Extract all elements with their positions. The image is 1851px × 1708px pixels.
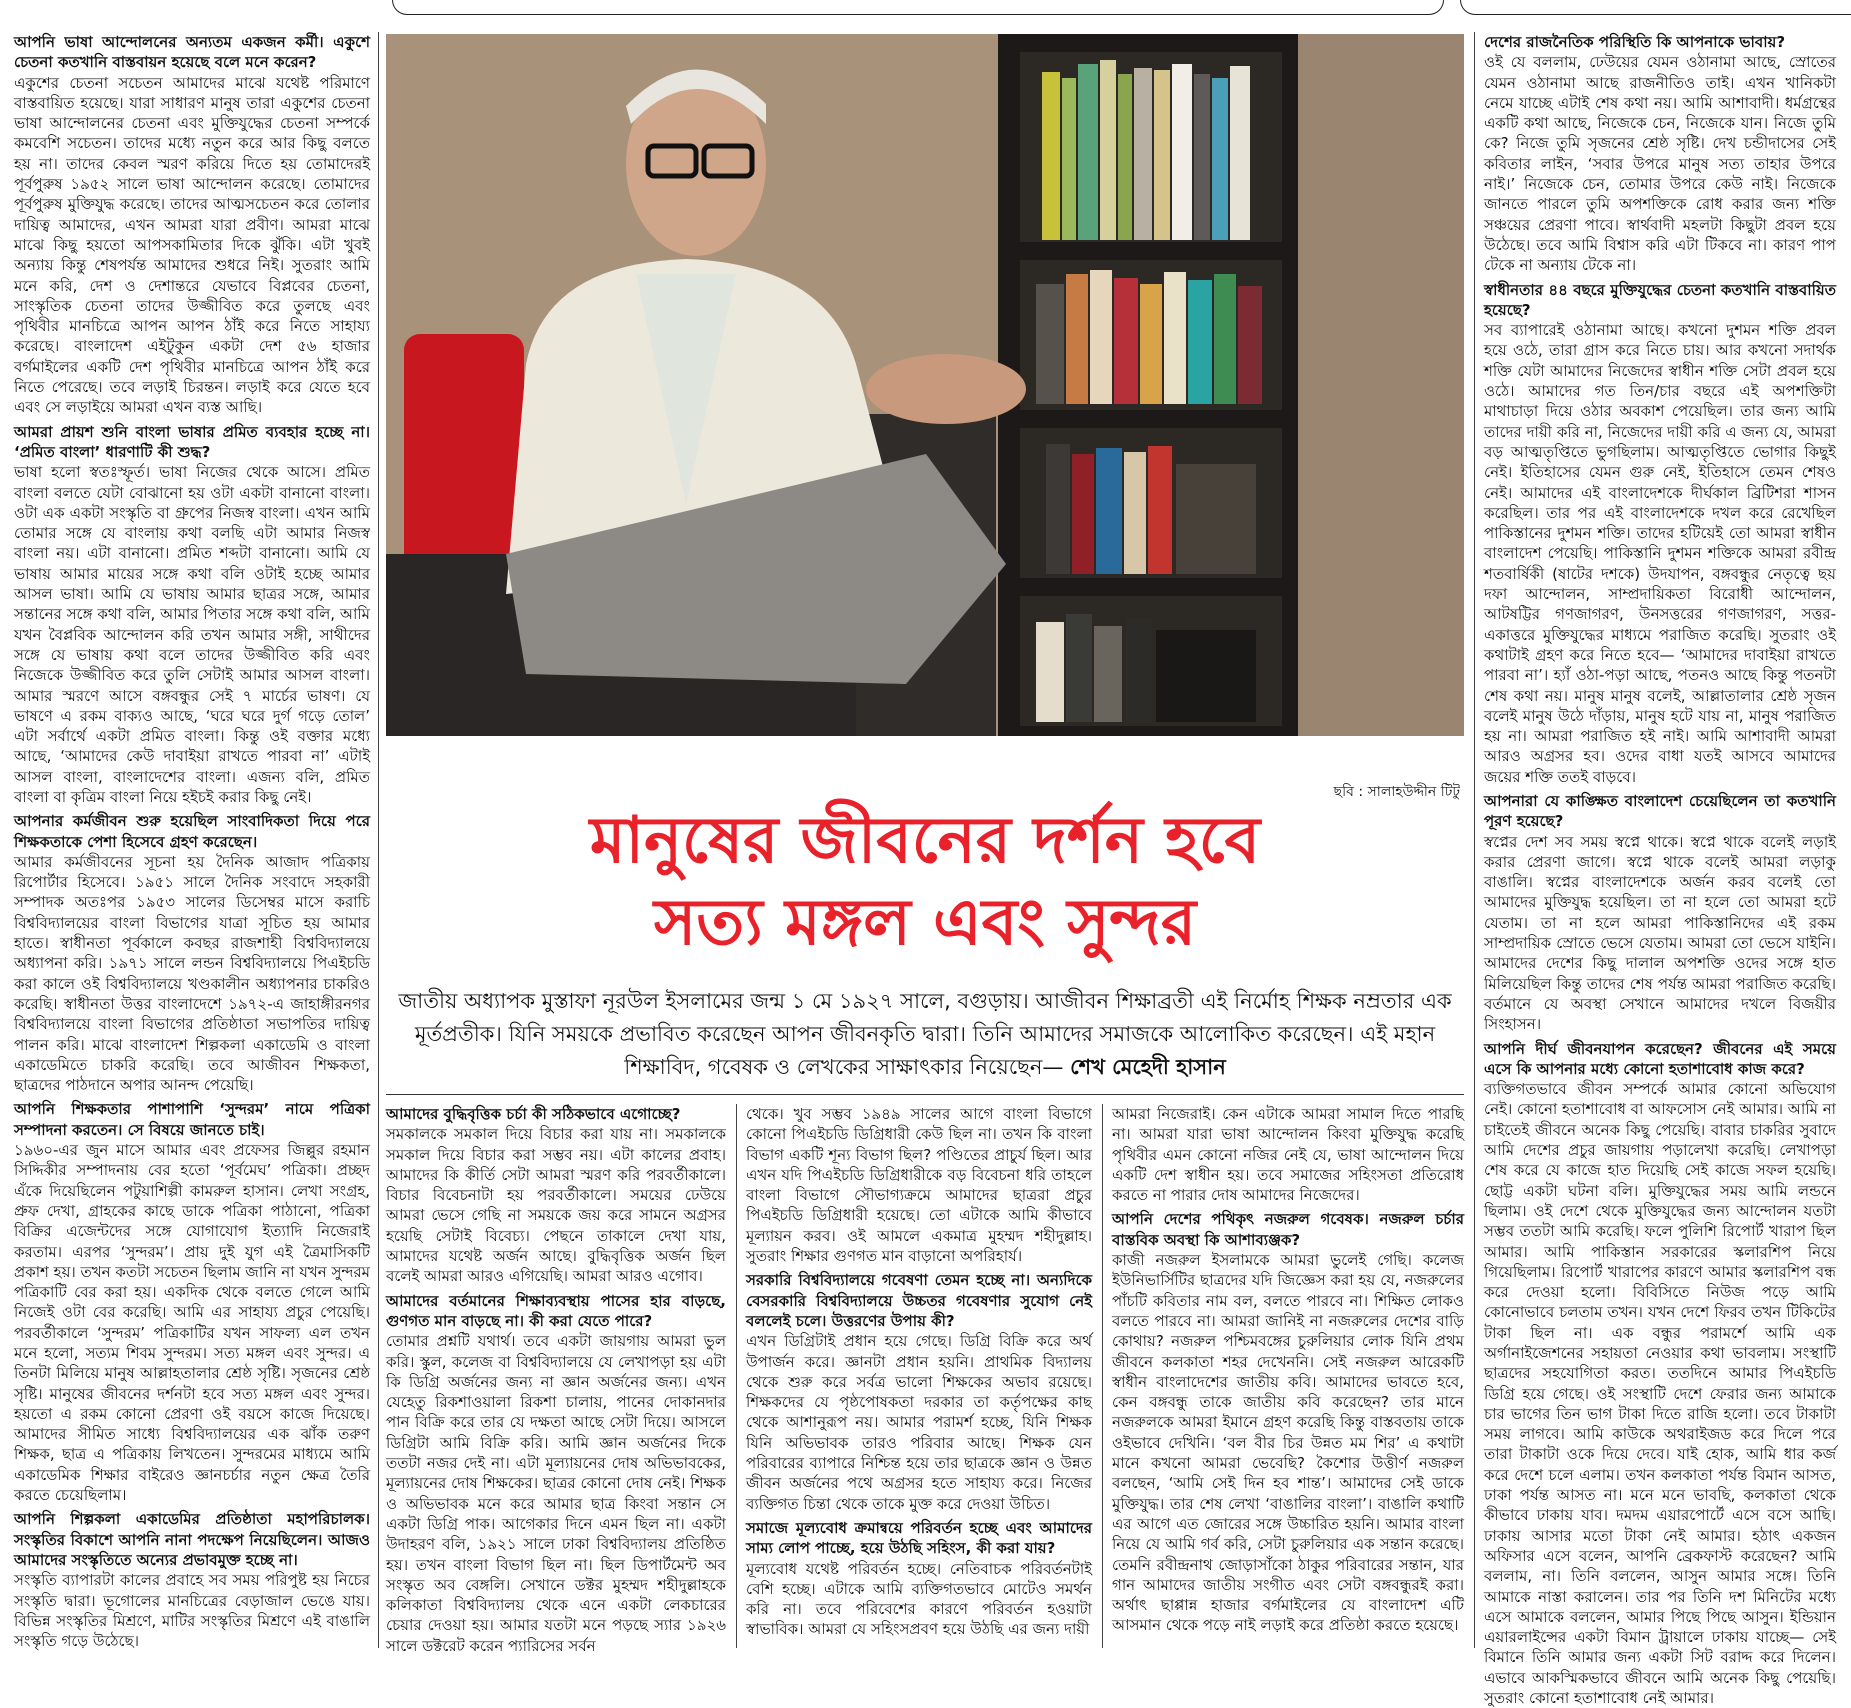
interview-question: আপনার কর্মজীবন শুরু হয়েছিল সাংবাদিকতা দিয়ে পরে শিক্ষকতাকে পেশা হিসেবে গ্রহণ করেছেন। — [14, 812, 370, 851]
column-divider — [736, 1104, 737, 1648]
interview-question: স্বাধীনতার ৪৪ বছরে মুক্তিযুদ্ধের চেতনা কতখানি বাস্তবায়িত হয়েছে? — [1484, 280, 1836, 319]
interview-answer: আমরা নিজেরাই। কেন এটাকে আমরা সামাল দিতে পারছি না। আমরা যারা ভাষা আন্দোলন কিংবা মুক্তিযুদ্ধ করেছি পৃথিবীর এমন কোনো নজির নেই যে, ভাষা আন্দোলন দিয়ে একটি দেশ স্বাধীন হয়। তবে সমাজের সহিংসতা প্রতিরোধ করতে না পারার দোষ আমাদের নিজেদের। — [1112, 1105, 1464, 1205]
interview-question: আমাদের বর্তমানের শিক্ষাব্যবস্থায় পাসের হার বাড়ছে, গুণগত মান বাড়ছে না। কী করা যেতে পারে? — [386, 1291, 726, 1330]
interview-answer: আমার কর্মজীবনের সূচনা হয় দৈনিক আজাদ পত্রিকায় রিপোর্টার হিসেবে। ১৯৫১ সালে দৈনিক সংবাদে সহকারী সম্পাদক অতঃপর ১৯৫৩ সালের ডিসেম্বর মাসে করাচি বিশ্ববিদ্যালয়ের বাংলা বিভাগের যাত্রা সূচিত হয় আমার হাতে। স্বাধীনতা পূর্বকালে কবছর রাজশাহী বিশ্ববিদ্যালয়ে অধ্যাপনা করি। ১৯৭১ সালে লন্ডন বিশ্ববিদ্যালয়ে পিএইচডি করা কালে ওই বিশ্ববিদ্যালয়ে খণ্ডকালীন অধ্যাপনার চাকরিও করেছি। স্বাধীনতা উত্তর বাংলাদেশে ১৯৭২-এ জাহাঙ্গীরনগর বিশ্ববিদ্যালয়ে বাংলা বিভাগের প্রতিষ্ঠাতা সভাপতির দায়িত্ব পালন করি। মাঝে বাংলাদেশ শিল্পকলা একাডেমি ও বাংলা একাডেমিতে চাকরি করেছি। তবে আজীবন শিক্ষকতা, ছাত্রদের পাঠদানে অপার আনন্দ পেয়েছি। — [14, 852, 370, 1095]
interview-question: আপনারা যে কাঙ্ক্ষিত বাংলাদেশ চেয়েছিলেন তা কতখানি পূরণ হয়েছে? — [1484, 791, 1836, 831]
interview-question: আপনি শিক্ষকতার পাশাপাশি ‘সুন্দরম’ নামে পত্রিকা সম্পাদনা করতেন। সে বিষয়ে জানতে চাই। — [14, 1100, 370, 1139]
headline — [386, 800, 1464, 964]
interview-answer: ভাষা হলো স্বতঃস্ফূর্ত। ভাষা নিজের থেকে আসে। প্রমিত বাংলা বলতে যেটা বোঝানো হয় ওটা একটা বানানো বাংলা। ওটা এক একটা সংস্কৃতি বা গ্রুপের নিজস্ব বাংলা। এখন আমি তোমার সঙ্গে যে বাংলায় কথা বলছি এটা আমার নিজস্ব বাংলা নয়। এটা বানানো। প্রমিত শব্দটা বানানো। আমি যে ভাষায় আমার মায়ের সঙ্গে কথা বলি ওটাই হচ্ছে আমার আসল ভাষা। আমি যে ভাষায় আমার ছাত্রর সঙ্গে, আমার সন্তানের সঙ্গে কথা বলি, আমার পিতার সঙ্গে কথা বলি, আমি যখন বৈপ্লবিক আন্দোলন করি তখন আমার সঙ্গী, সাথীদের সঙ্গে যে ভাষায় কথা বলে তাদের উজ্জীবিত করি এবং নিজেকে উজ্জীবিত করে তুলি সেটাই আমার আসল বাংলা। আমার স্মরণে আসে বঙ্গবন্ধুর সেই ৭ মার্চের ভাষণ। যে ভাষণে এ রকম বাক্যও আছে, ‘ঘরে ঘরে দুর্গ গড়ে তোল’ এটা সর্বার্থে একটা প্রমিত বাংলা। কিন্তু ওই বক্তার মধ্যে আছে, ‘আমাদের কেউ দাবাইয়া রাখতে পারবা না’ এটাই আসল বাংলা, বাংলাদেশের বাংলা। এজন্য বলি, প্রমিত বাংলা বা কৃত্রিম বাংলা নিয়ে হইচই করার কিছু নেই। — [14, 463, 370, 806]
interview-question: আপনি শিল্পকলা একাডেমির প্রতিষ্ঠাতা মহাপরিচালক। সংস্কৃতির বিকাশে আপনি নানা পদক্ষেপ নিয়েছিলেন। আজও আমাদের সংস্কৃতিতে অন্যের প্রভাবমুক্ত হচ্ছে না। — [14, 1510, 370, 1569]
author-name: শেখ মেহেদী হাসান — [1070, 1055, 1226, 1079]
interview-answer: তোমার প্রশ্নটি যথার্থ। তবে একটা জায়গায় আমরা ভুল করি। স্কুল, কলেজ বা বিশ্ববিদ্যালয়ে যে লেখাপড়া হয় এটা কি ডিগ্রি অর্জনের জন্য না জ্ঞান অর্জনের জন্য। এখন যেহেতু রিকশাওয়ালা রিকশা চালায়, পানের দোকানদার পান বিক্রি করে তার যে দক্ষতা আছে সেটা দিয়ে। আসলে ডিগ্রিটা আমি বিক্রি করি। আমি জ্ঞান অর্জনের দিকে ততটা নজর দেই না। এটা মূল্যায়নের দোষ অভিভাবকের, মূল্যায়নের দোষ শিক্ষকের। ছাত্রর কোনো দোষ নেই। শিক্ষক ও অভিভাবক মনে করে আমার ছাত্র কিংবা সন্তান সে একটা ডিগ্রি পাক। আগেকার দিনে এমন ছিল না। একটা উদাহরণ বলি, ১৯২১ সালে ঢাকা বিশ্ববিদ্যালয় প্রতিষ্ঠিত হয়। তখন বাংলা বিভাগ ছিল না। ছিল ডিপার্টমেন্ট অব সংস্কৃত অব বেঙ্গলি। সেখানে ডক্টর মুহম্মদ শহীদুল্লাহকে কলিকাতা বিশ্ববিদ্যালয় থেকে এনে একটা লেকচারের চেয়ার দেওয়া হয়। আমার যতটা মনে পড়ছে স্যার ১৯২৬ সালে ডক্টরেট করেন প্যারিসের সর্বন — [386, 1332, 726, 1655]
interview-column-2 — [386, 1104, 726, 1655]
interview-column-4 — [1112, 1104, 1464, 1648]
interview-question: আমাদের বুদ্ধিবৃত্তিক চর্চা কী সঠিকভাবে এগোচ্ছে? — [386, 1105, 681, 1123]
interview-column-5 — [1484, 32, 1836, 1708]
interview-question: সরকারি বিশ্ববিদ্যালয়ে গবেষণা তেমন হচ্ছে না। অন্যদিকে বেসরকারি বিশ্ববিদ্যালয়ে উচ্চতর গবেষণার সুযোগ নেই বললেই চলে। উত্তরণের উপায় কী? — [746, 1271, 1092, 1330]
interview-question: সমাজে মূল্যবোধ ক্রমান্বয়ে পরিবর্তন হচ্ছে এবং আমাদের সাম্য লোপ পাচ্ছে, হয়ে উঠছি সহিংস, কী করা যায়? — [746, 1518, 1092, 1558]
interview-answer: ১৯৬০-এর জুন মাসে আমার এবং প্রফেসর জিল্লুর রহমান সিদ্দিকীর সম্পাদনায় বের হতো ‘পূর্বমেঘ’ পত্রিকা। প্রচ্ছদ এঁকে দিয়েছিলেন পটুয়াশিল্পী কামরুল হাসান। লেখা সংগ্রহ, প্রুফ দেখা, গ্রাহকের কাছে ডাকে পত্রিকা পাঠানো, পত্রিকা বিক্রির এজেন্টদের সঙ্গে যোগাযোগ ইত্যাদি নিজেরাই করতাম। এরপর ‘সুন্দরম’। প্রায় দুই যুগ এই ত্রৈমাসিকটি প্রকাশ হয়। তখন কতটা সচেতন ছিলাম জানি না যখন সুন্দরম পত্রিকাটি বের করা হয়। একদিক থেকে বলতে গেলে আমি নিজেই ওটা বের করেছি। আমি এর সাহায্য প্রচুর পেয়েছি। পরবর্তীকালে ‘সুন্দরম’ পত্রিকাটির যখন সাফল্য এল তখন মনে হলো, সত্যম শিবম সুন্দরম। সত্য মঙ্গল এবং সুন্দর। এ তিনটা মিলিয়ে মানুষ আল্লাহতালার শ্রেষ্ঠ সৃষ্টি। সৃজনের শ্রেষ্ঠ সৃষ্টি। মানুষের জীবনের দর্শনটা হবে সত্য মঙ্গল এবং সুন্দর। হয়তো এ রকম কোনো প্রেরণা ওই বয়সে কাজে দিয়েছে। আমাদের সীমিত সাধ্যে বিশ্ববিদ্যালয়ের এক ঝাঁক তরুণ শিক্ষক, ছাত্র এ পত্রিকায় লিখতেন। সুন্দরমের মাধ্যমে আমি একাডেমিক শিক্ষার বাইরেও জ্ঞানচর্চার নতুন ক্ষেত্র তৈরি করতে চেয়েছিলাম। — [14, 1141, 370, 1505]
interview-question: আপনি দেশের পথিকৃৎ নজরুল গবেষক। নজরুল চর্চার বাস্তবিক অবস্থা কি আশাব্যঞ্জক? — [1112, 1210, 1464, 1249]
interview-question: দেশের রাজনৈতিক পরিস্থিতি কি আপনাকে ভাবায়? — [1484, 33, 1786, 51]
interview-answer: সমকালকে সমকাল দিয়ে বিচার করা যায় না। সমকালকে সমকাল দিয়ে বিচার করা সম্ভব নয়। এটা কালের প্রবাহ। আমাদের কি কীর্তি সেটা আমরা স্মরণ করি পরবর্তীকালে। বিচার বিবেচনাটা হয় পরবর্তীকালে। সময়ের ঢেউয়ে আমরা ভেসে গেছি না সময়কে জয় করে সামনে অগ্রসর হয়েছি সেটাই বিবেচ্য। পেছনে তাকালে দেখা যায়, আমাদের যথেষ্ট অর্জন আছে। বুদ্ধিবৃত্তিক অর্জন ছিল বলেই আমরা আরও এগিয়েছি। আমরা আরও এগোব। — [386, 1125, 726, 1286]
interview-answer: এখন ডিগ্রিটাই প্রধান হয়ে গেছে। ডিগ্রি বিক্রি করে অর্থ উপার্জন করে। জ্ঞানটা প্রধান হয়নি। প্রাথমিক বিদ্যালয় থেকে শুরু করে সর্বত্র ভালো শিক্ষকের অভাব রয়েছে। শিক্ষকদের যে পৃষ্ঠপোষকতা দরকার তা কর্তৃপক্ষের কাছ থেকে আশানুরূপ নয়। আমার পরামর্শ হচ্ছে, যিনি শিক্ষক যিনি অভিভাবক তারও পরিবার আছে। শিক্ষক যেন পরিবারের ব্যাপারে নিশ্চিন্ত হয়ে তার ছাত্রকে জ্ঞান ও উন্নত জীবন অর্জনের পথে অগ্রসর হতে সাহায্য করে। নিজের ব্যক্তিগত চিন্তা থেকে তাকে মুক্ত করে দেওয়া উচিত। — [746, 1332, 1092, 1513]
intro-body: জাতীয় অধ্যাপক মুস্তাফা নূরউল ইসলামের জন্ম ১ মে ১৯২৭ সালে, বগুড়ায়। আজীবন শিক্ষাব্রতী এই নির্মোহ শিক্ষক নম্রতার এক মূর্তপ্রতীক। যিনি সময়কে প্রভাবিত করেছেন আপন জীবনকৃতি দ্বারা। তিনি আমাদের সমাজকে আলোকিত করেছেন। এই মহান শিক্ষাবিদ, গবেষক ও লেখকের সাক্ষাৎকার নিয়েছেন— — [398, 989, 1452, 1079]
top-border-left — [392, 0, 1444, 15]
interview-answer: ব্যক্তিগতভাবে জীবন সম্পর্কে আমার কোনো অভিযোগ নেই। কোনো হতাশাবোধ বা আফসোস নেই আমার। আমি না চাইতেই জীবনে অনেক কিছু পেয়েছি। বাবার চাকরির সুবাদে আমি দেশের প্রচুর জায়গায় পড়ালেখা করেছি। লেখাপড়া শেষ করে যে কাজে হাত দিয়েছি সেই কাজে সফল হয়েছি। ছোট্ট একটা ঘটনা বলি। মুক্তিযুদ্ধের সময় আমি লন্ডনে ছিলাম। ওই দেশে থেকে মুক্তিযুদ্ধের জন্য আন্দোলন যতটা সম্ভব ততটা আমি করেছি। ফলে পুলিশি রিপোর্ট খারাপ ছিল আমার। আমি পাকিস্তান সরকারের স্কলারশিপ নিয়ে গিয়েছিলাম। রিপোর্ট খারাপের কারণে আমার স্কলারশিপ বন্ধ করে দেওয়া হলো। বিবিসিতে নিউজ পড়ে আমি কোনোভাবে চলতাম তখন। যখন দেশে ফিরব তখন টিকিটের টাকা ছিল না। এক বন্ধুর পরামর্শে আমি এক অর্গানাইজেশনের সহায়তা নেওয়ার কথা ভাবলাম। সংস্থাটি ছাত্রদের সহযোগিতা করত। ততদিনে আমার পিএইচডি ডিগ্রি হয়ে গেছে। ওই সংস্থাটি দেশে ফেরার জন্য আমাকে চার ভাগের তিন ভাগ টাকা দিতে রাজি হলো। তবে টাকাটা সময় লাগবে। আমি কাউকে অথরাইজড করে দিলে পরে তারা টাকাটা ওকে দিয়ে দেবে। যাই হোক, আমি ধার কর্জ করে দেশে চলে এলাম। তখন কলকাতা পর্যন্ত বিমান আসত, ঢাকা পর্যন্ত আসত না। মনে মনে ভাবছি, কলকাতা থেকে কীভাবে ঢাকায় যাব। দমদম এয়ারপোর্টে এসে বসে আছি। ঢাকায় আসার মতো টাকা নেই আমার। হঠাৎ একজন অফিসার এসে বলেন, আপনি ব্রেকফাস্ট করেছেন? আমি বললাম, না। তিনি বললেন, আসুন আমার সঙ্গে। তিনি আমাকে নাস্তা করালেন। তার পর তিনি দশ মিনিটের মধ্যে এসে আমাকে বললেন, আমার পিছে পিছে আসুন। ইন্ডিয়ান এয়ারলাইন্সের একটা বিমান ট্রায়ালে ঢাকায় যাচ্ছে— সেই বিমানে তিনি আমার জন্য একটা সিট বরাদ্দ করে দিলেন। এভাবে আকস্মিকভাবে জীবনে আমি অনেক কিছু পেয়েছি। সুতরাং কোনো হতাশাবোধ নেই আমার। — [1484, 1080, 1836, 1708]
interview-answer: একুশের চেতনা সচেতন আমাদের মাঝে যথেষ্ট পরিমাণে বাস্তবায়িত হয়েছে। যারা সাধারণ মানুষ তারা একুশের চেতনা ভাষা আন্দোলনের চেতনা এবং মুক্তিযুদ্ধের চেতনা সম্পর্কে কমবেশি সচেতন। তাদের মধ্যে নতুন করে আর কিছু বলতে হয় না। তাদের কেবল স্মরণ করিয়ে দিতে হয় তোমাদেরই পূর্বপুরুষ ১৯৫২ সালে ভাষা আন্দোলন করেছে। তোমাদের পূর্বপুরুষ মুক্তিযুদ্ধ করেছে। তাদের আত্মসচেতন করে তোলার দায়িত্ব আমাদের, এখন আমরা যারা প্রবীণ। আমরা মাঝে মাঝে কিছু হয়তো আপসকামিতার দিকে ঝুঁকি। এটা খুবই অন্যায় কিন্তু শেষপর্যন্ত আমাদের শুধরে নিই। সুতরাং আমি মনে করি, দেশ ও দেশান্তরে যেভাবে বিপ্লবের চেতনা, সাংস্কৃতিক চেতনা তাদের উজ্জীবিত করে তুলছে এবং পৃথিবীর মানচিত্রে আপন আপন ঠাঁই করে নিতে সাহায্য করেছে। বাংলাদেশ এইটুকুন একটা দেশ ৫৬ হাজার বর্গমাইলের একটি দেশ পৃথিবীর মানচিত্রে আপন ঠাঁই করে নিতে পেরেছে। তবে লড়াই চিরন্তন। লড়াই করে যেতে হবে এবং সে লড়াইয়ে আমরা এখন ব্যস্ত আছি। — [14, 73, 370, 417]
photo-credit: ছবি : সালাহউদ্দীন টিটু — [1333, 784, 1460, 800]
interview-answer: কাজী নজরুল ইসলামকে আমরা ভুলেই গেছি। কলেজ ইউনিভার্সিটির ছাত্রদের যদি জিজ্ঞেস করা হয় যে, নজরুলের পাঁচটি কবিতার নাম বল, বলতে পারবে না। শিক্ষিত লোকও বলতে পারবে না। আমরা জানিই না নজরুলের দেশের বাড়ি কোথায়? নজরুল পশ্চিমবঙ্গের চুরুলিয়ার লোক যিনি প্রথম জীবনে কলকাতা শহর দেখেননি। সেই নজরুল আরেকটি স্বাধীন বাংলাদেশের জাতীয় কবি। আমাদের ভাবতে হবে, কেন বঙ্গবন্ধু তাকে জাতীয় কবি করেছেন? তার মানে নজরুলকে আমরা ইমানে গ্রহণ করেছি কিন্তু বাস্তবতায় তাকে ওইভাবে দেখিনি। ‘বল বীর চির উন্নত মম শির’ এ কথাটা মানে কখনো আমরা ভেবেছি? কৈশোর উত্তীর্ণ নজরুল বলছেন, ‘আমি সেই দিন হব শান্ত’। আমাদের সেই ডাকে মুক্তিযুদ্ধ। তার শেষ লেখা ‘বাঙালির বাংলা’। বাঙালি কথাটি এর আগে এত জোরের সঙ্গে উচ্চারিত হয়নি। আমার বাংলা নিয়ে যে আমি গর্ব করি, সেটা চুরুলিয়ার এক সন্তান করেছে। তেমনি রবীন্দ্রনাথ জোড়াসাঁকো ঠাকুর পরিবারের সন্তান, যার গান আমাদের জাতীয় সংগীত এবং সেটা বঙ্গবন্ধুরই করা। অর্থাৎ ছাপ্পান্ন হাজার বর্গমাইলের যে বাংলাদেশ এটি আসমান থেকে পড়ে নাই লড়াই করে প্রতিষ্ঠা করতে হয়েছে। — [1112, 1251, 1464, 1635]
column-divider — [378, 32, 379, 1648]
interview-question: আপনি দীর্ঘ জীবনযাপন করেছেন? জীবনের এই সময়ে এসে কি আপনার মধ্যে কোনো হতাশাবোধ কাজ করে? — [1484, 1039, 1836, 1078]
interview-question: আমরা প্রায়শ শুনি বাংলা ভাষার প্রমিত ব্যবহার হচ্ছে না। ‘প্রমিত বাংলা’ ধারণাটি কী শুদ্ধ? — [14, 422, 370, 461]
interview-answer: থেকে। খুব সম্ভব ১৯৪৯ সালের আগে বাংলা বিভাগে কোনো পিএইচডি ডিগ্রিধারী কেউ ছিল না। তখন কি বাংলা বিভাগ একটি শূন্য বিভাগ ছিল? পণ্ডিতের প্রাচুর্য ছিল। আর এখন যদি পিএইচডি ডিগ্রিধারীকে বড় বিবেচনা ধরি তাহলে বাংলা বিভাগে সৌভাগ্যক্রমে আমাদের ছাত্ররা প্রচুর পিএইচডি ডিগ্রিধারী হয়েছে। তো এটাকে আমি কীভাবে মূল্যায়ন করব। ওই আমলে একমাত্র মুহম্মদ শহীদুল্লাহ। সুতরাং শিক্ষার গুণগত মান বাড়ানো অপরিহার্য। — [746, 1105, 1092, 1266]
headline-line-1: মানুষের জীবনের দর্শন হবে — [589, 803, 1261, 878]
interview-column-3 — [746, 1104, 1092, 1648]
column-divider — [1474, 32, 1475, 1648]
headline-line-2: সত্য মঙ্গল এবং সুন্দর — [653, 885, 1197, 960]
top-border-right — [1460, 0, 1851, 15]
intro-text — [386, 985, 1464, 1084]
interview-photo — [386, 34, 1464, 736]
interview-column-1 — [14, 32, 370, 1651]
interview-answer: সব ব্যাপারেই ওঠানামা আছে। কখনো দুশমন শক্তি প্রবল হয়ে ওঠে, তারা গ্রাস করে নিতে চায়। আর কখনো সদার্থক শক্তি যেটা আমাদের নিজেদের স্বাধীন শক্তি সেটা প্রবল হয়ে ওঠে। আমাদের গত তিন/চার বছরে এই অপশক্তিটা মাথাচাড়া দিয়ে ওঠার অবকাশ পেয়েছিল। তার জন্য আমি তাদের দায়ী করি না, নিজেদের দায়ী করি এ জন্য যে, আমরা বড় আত্মতৃপ্তিতে ভুগছিলাম। আত্মতৃপ্তিতে ভোগার কিছুই নেই। ইতিহাসের যেমন গুরু নেই, ইতিহাসে তেমন শেষও নেই। আমাদের এই বাংলাদেশকে দীর্ঘকাল ব্রিটিশরা শাসন করেছিল। তার পর এই বাংলাদেশকে দখল করে রেখেছিল পাকিস্তানের দুশমন শক্তি। তাদের হটিয়েই তো আমরা স্বাধীন বাংলাদেশ পেয়েছি। পাকিস্তানি দুশমন শক্তিকে আমরা রবীন্দ্র শতবার্ষিকী (ষাটের দশকে) উদযাপন, বঙ্গবন্ধুর নেতৃত্বে ছয় দফা আন্দোলন, সাম্প্রদায়িকতা বিরোধী আন্দোলন, আটষট্টির গণজাগরণ, উনসত্তরের গণজাগরণ, সত্তর-একাত্তরে মুক্তিযুদ্ধের মাধ্যমে পরাজিত করেছি। সুতরাং ওই কথাটাই গ্রহণ করে নিতে হবে— ‘আমাদের দাবাইয়া রাখতে পারবা না’। হ্যাঁ ওঠা-পড়া আছে, পতনও আছে কিন্তু পতনটা শেষ কথা নয়। মানুষ মানুষ বলেই, আল্লাতালার শ্রেষ্ঠ সৃজন বলেই মানুষ উঠে দাঁড়ায়, মানুষ হটে যায় না, মানুষ পরাজিত হয় না। আমরা পরাজিত হই নাই। আমি আশাবাদী আমরা আরও অগ্রসর হব। ওদের বাধা যতই আসবে আমাদের জয়ের শক্তি ততই বাড়বে। — [1484, 321, 1836, 786]
interview-answer: স্বপ্নের দেশ সব সময় স্বপ্নে থাকে। স্বপ্নে থাকে বলেই লড়াই করার প্রেরণা জাগে। স্বপ্নে থাকে বলেই আমরা লড়াকু বাঙালি। স্বপ্নের বাংলাদেশকে অর্জন করব বলেই তো আমাদের মুক্তিযুদ্ধ হয়েছিল। তা না হলে তো আমরা হটে যেতাম। তা না হলে আমরা পাকিস্তানিদের এই রকম সাম্প্রদায়িক স্রোতে ভেসে যেতাম। আমরা তো ভেসে যাইনি। আমাদের দেশের কিছু দালাল অপশক্তি ওদের সঙ্গে হাত মিলিয়েছিল কিন্তু তাদের শেষ পর্যন্ত আমরা পরাজিত করেছি। বর্তমানে যে অবস্থা সেখানে আমাদের দখলে বিজয়ীর সিংহাসন। — [1484, 832, 1836, 1034]
intro-rule — [386, 1094, 1464, 1095]
column-divider — [1102, 1104, 1103, 1648]
interview-answer: মূল্যবোধ যথেষ্ট পরিবর্তন হচ্ছে। নেতিবাচক পরিবর্তনটাই বেশি হচ্ছে। এটাকে আমি ব্যক্তিগতভাবে মোটেও সমর্থন করি না। তবে পরিবেশের কারণে পরিবর্তন হওয়াটা স্বাভাবিক। আমরা যে সহিংসপ্রবণ হয়ে উঠছি এর জন্য দায়ী — [746, 1559, 1092, 1639]
interview-question: আপনি ভাষা আন্দোলনের অন্যতম একজন কর্মী। একুশে চেতনা কতখানি বাস্তবায়ন হয়েছে বলে মনে করেন? — [14, 33, 370, 72]
top-border — [0, 0, 1848, 22]
interview-answer: সংস্কৃতি ব্যাপারটা কালের প্রবাহে সব সময় পরিপুষ্ট হয় নিচের সংস্কৃতি দ্বারা। ভূগোলের মানচিত্রের বেড়াজাল ভেঙে যায়। বিভিন্ন সংস্কৃতির মিশ্রণে, মাটির সংস্কৃতির মিশ্রণে এই বাঙালি সংস্কৃতি গড়ে উঠেছে। — [14, 1571, 370, 1651]
interview-answer: ওই যে বললাম, ঢেউয়ের যেমন ওঠানামা আছে, স্রোতের যেমন ওঠানামা আছে রাজনীতিও তাই। এখন খানিকটা নেমে যাচ্ছে এটাই শেষ কথা নয়। আমি আশাবাদী। ধর্মগ্রন্থের একটি কথা আছে, নিজেকে চেন, নিজেকে যান। নিজে তুমি কে? নিজে তুমি সৃজনের শ্রেষ্ঠ সৃষ্টি। দেখ চন্ডীদাসের সেই কবিতার লাইন, ‘সবার উপরে মানুষ সত্য তাহার উপরে নাই।’ নিজেকে চেন, তোমার উপরে কেউ নাই। নিজেকে জানতে পারলে তুমি অপশক্তিকে রোধ করার জন্য শক্তি সঞ্চয়ের প্রেরণা পাবে। স্বার্থবাদী মহলটা কিছুটা প্রবল হয়ে উঠেছে। তবে আমি বিশ্বাস করি এটা টিকবে না। কারণ পাপ টেকে না অন্যায় টেকে না। — [1484, 53, 1836, 275]
